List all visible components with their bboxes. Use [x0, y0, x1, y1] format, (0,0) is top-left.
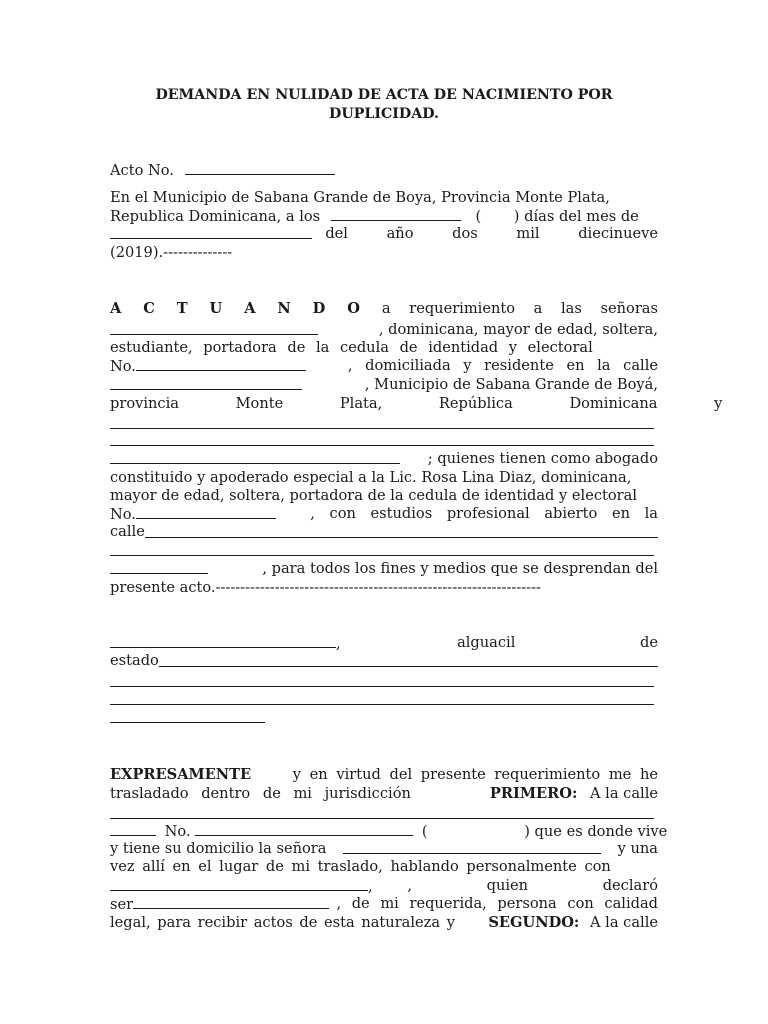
p4-line-5: y tiene su domicilio la señora y una — [110, 840, 658, 857]
p1-line-4: (2019).-------------- — [110, 244, 233, 261]
street-number-blank — [110, 822, 156, 836]
p4-line-2: trasladado dentro de mi jurisdicción PRIMERO: A la calle — [110, 785, 658, 802]
second-name-blank — [110, 450, 400, 464]
actuando-word: A C T U A N D O — [110, 300, 360, 317]
p4-line-4: No. ( ) que es donde vive — [110, 822, 658, 841]
p4-line-1: EXPRESAMENTE y en virtud del presente requerimiento me he — [110, 766, 658, 783]
p2-line-3: estudiante, portadora de la cedula de identidad y electoral — [110, 339, 593, 356]
spoken-person-blank — [110, 877, 368, 891]
p3-line-1: , alguacil de — [110, 634, 658, 653]
bailiff-court-blank — [159, 653, 658, 667]
blank-line — [110, 686, 654, 687]
blank-line — [110, 555, 654, 556]
expresamente-word: EXPRESAMENTE — [110, 766, 252, 783]
lawyer-cedula-blank — [136, 505, 276, 519]
p1-line-2: Republica Dominicana, a los ( ) días del mes de — [110, 208, 639, 225]
bailiff-name-blank — [110, 634, 336, 648]
blank-line — [110, 704, 654, 705]
acto-line — [110, 161, 658, 180]
p2-line-12: No. , con estudios profesional abierto en la — [110, 505, 658, 523]
document-title — [110, 86, 658, 124]
p3-line-2: estado — [110, 652, 658, 670]
acto-number-blank — [185, 161, 335, 175]
cedula-blank — [136, 357, 306, 371]
requester-name-blank — [110, 321, 318, 335]
day-blank — [331, 207, 461, 221]
p4-line-6: vez allí en el lugar de mi traslado, hablando personalmente con — [110, 858, 611, 875]
p2-line-15: , para todos los fines y medios que se desprendan del — [110, 560, 658, 578]
blank-line — [110, 428, 654, 429]
p4-line-7: , , quien declaró — [110, 877, 658, 896]
p2-line-6: provincia Monte Plata, República Dominicana y — [110, 395, 723, 412]
p2-line-16: presente acto.------------------------------------------------------------------ — [110, 579, 541, 596]
p1-line-3: del año dos mil diecinueve — [110, 225, 658, 243]
primero-word: PRIMERO: — [489, 785, 578, 802]
p2-line-4: No. , domiciliada y residente en la calle — [110, 357, 658, 375]
p2-line-11: mayor de edad, soltera, portadora de la cedula de identidad y electoral — [110, 487, 638, 504]
p1-line-1: En el Municipio de Sabana Grande de Boya, Provincia Monte Plata, — [110, 189, 610, 206]
lawyer-street-blank — [145, 524, 658, 538]
segundo-word: SEGUNDO: — [488, 914, 580, 931]
house-number-blank — [195, 822, 413, 836]
street-blank — [110, 376, 302, 390]
p4-line-8: ser , de mi requerida, persona con calidad — [110, 895, 658, 913]
p2-line-5: , Municipio de Sabana Grande de Boyá, — [110, 376, 658, 394]
title-line-2: DUPLICIDAD. — [329, 106, 439, 122]
p2-line-13: calle — [110, 523, 658, 541]
p2-line-10: constituido y apoderado especial a la Lic. Rosa Lina Diaz, dominicana, — [110, 469, 632, 486]
p4-line-9: legal, para recibir actos de esta naturaleza y SEGUNDO: A la calle — [110, 914, 658, 931]
p2-line-9: ; quienes tienen como abogado — [110, 450, 658, 468]
acto-label: Acto No. — [110, 162, 174, 179]
blank-line — [110, 818, 654, 819]
blank-line — [110, 445, 654, 446]
lawyer-street-blank-end — [110, 560, 208, 574]
month-blank — [110, 225, 312, 239]
resident-name-blank — [343, 840, 601, 854]
relation-blank — [133, 895, 329, 909]
p2-line-2: , dominicana, mayor de edad, soltera, — [110, 321, 658, 339]
p2-line-1: A C T U A N D O a requerimiento a las señoras — [110, 300, 658, 317]
blank-line — [110, 722, 265, 723]
title-line-1: DEMANDA EN NULIDAD DE ACTA DE NACIMIENTO POR — [155, 87, 613, 103]
